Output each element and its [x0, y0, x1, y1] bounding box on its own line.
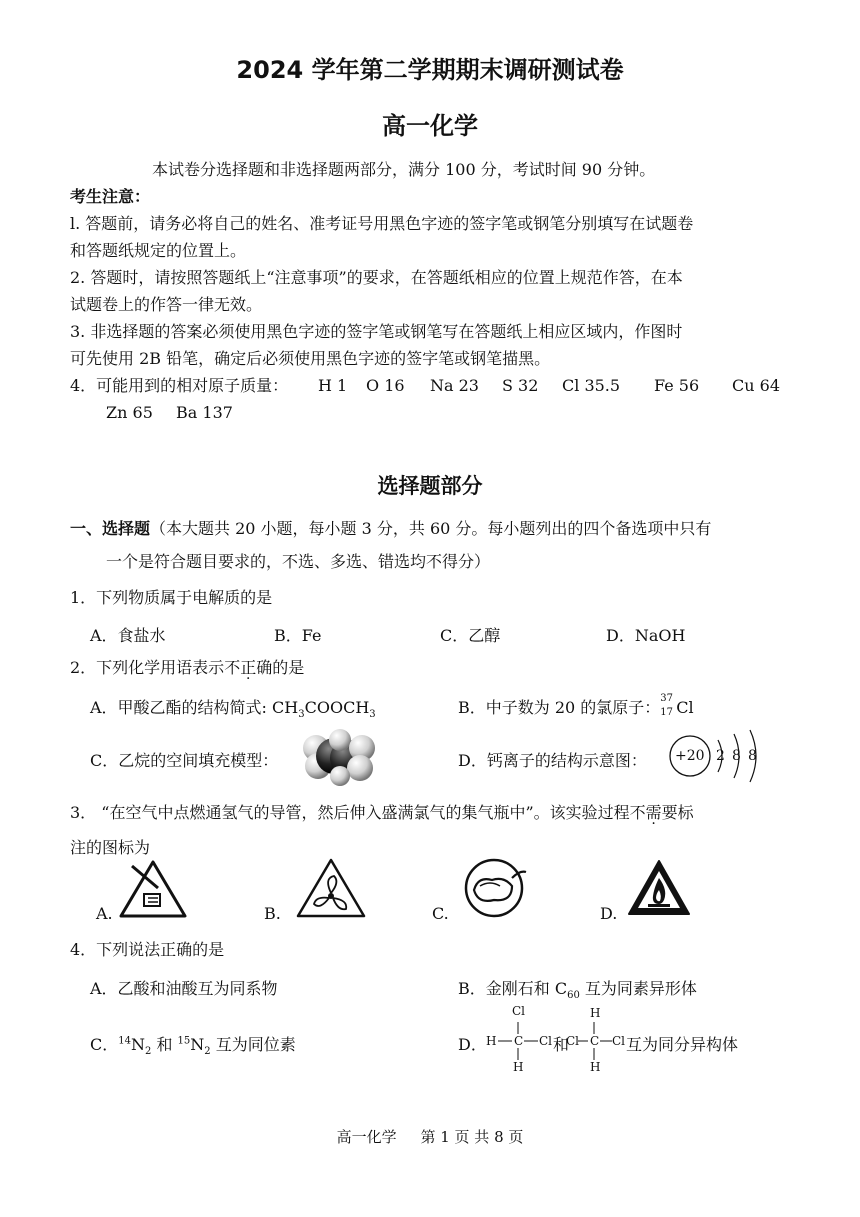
atom-label: Cl	[512, 1004, 526, 1018]
q1-option-b: B．Fe	[274, 626, 322, 645]
q2-a-text: A．甲酸乙酯的结构简式: CH	[90, 698, 299, 717]
atom-label: H	[513, 1060, 524, 1074]
q4-option-d-label: D．	[458, 1035, 487, 1054]
calcium-nucleus-charge: +20	[675, 748, 705, 764]
notice-line: 试题卷上的作答一律无效。	[70, 295, 263, 314]
q3-stem-pre: 3． “在空气中点燃通氢气的导管，然后伸入盛满氯气的集气瓶中”。该实验过程	[70, 803, 630, 822]
q4-stem: 4．下列说法正确的是	[70, 940, 225, 959]
q3-stem-emphasis: 不需要	[629, 803, 678, 822]
masses-label: 4．可能用到的相对原子质量：	[70, 376, 289, 395]
q4-c-pre: C．	[90, 1035, 119, 1054]
q2-option-a	[90, 695, 376, 720]
mass-item: Cu 64	[732, 376, 780, 395]
q2-stem	[70, 658, 304, 678]
atom-label: C	[590, 1034, 600, 1048]
section-title: 选择题部分	[377, 474, 483, 498]
atom-label: Cl	[566, 1034, 580, 1048]
notice-line: 和答题纸规定的位置上。	[70, 241, 247, 260]
q4-c-element: N	[190, 1035, 205, 1054]
q4-b-pre: B．金刚石和 C	[458, 979, 568, 998]
notice-line: 2. 答题时，请按照答题纸上“注意事项”的要求，在答题纸相应的位置上规范作答，在本	[70, 268, 683, 287]
q3-option-b: B.	[264, 904, 281, 923]
mass-item: H 1	[318, 376, 348, 395]
mass-item: Ba 137	[176, 403, 233, 422]
q1-option-d: D．NaOH	[606, 626, 686, 645]
atom-label: C	[514, 1034, 524, 1048]
hand-washing-icon	[118, 858, 188, 920]
q4-b-sub: 60	[567, 990, 580, 1002]
q4-option-b	[458, 976, 697, 1001]
q2-stem-emphasis: 不正确	[224, 658, 273, 677]
part-description-cont: 一个是符合题目要求的，不选、多选、错选均不得分）	[106, 552, 491, 571]
open-flame-icon	[626, 858, 692, 918]
electron-shell: 2	[716, 748, 725, 764]
mass-item: S 32	[502, 376, 539, 395]
q4-c-sub: 2	[204, 1046, 211, 1058]
mass-item: Zn 65	[106, 403, 153, 422]
q3-stem	[70, 803, 694, 823]
q4-c-element: N	[130, 1035, 145, 1054]
part-heading-line	[70, 519, 711, 539]
exam-intro: 本试卷分选择题和非选择题两部分，满分 100 分，考试时间 90 分钟。	[152, 160, 656, 179]
atom-label: H	[486, 1034, 497, 1048]
q1-option-c: C．乙醇	[440, 626, 501, 645]
electron-shell: 8	[732, 748, 741, 764]
q2-b-text: B．中子数为 20 的氯原子：	[458, 698, 661, 717]
q4-d-post: 互为同分异构体	[626, 1035, 739, 1054]
q1-stem: 1．下列物质属于电解质的是	[70, 588, 273, 607]
q2-b-element: Cl	[676, 698, 694, 717]
q3-option-a: A.	[96, 904, 113, 923]
part-heading: 一、选择题	[70, 519, 151, 538]
q2-option-d: D．钙离子的结构示意图：	[458, 751, 647, 770]
exam-title: 2024 学年第二学期期末调研测试卷	[236, 56, 624, 84]
q4-option-a: A．乙酸和油酸互为同系物	[90, 979, 278, 998]
q4-option-c	[90, 1032, 296, 1057]
mass-item: Na 23	[430, 376, 479, 395]
exam-subject: 高一化学	[382, 112, 478, 140]
q4-c-and: 和	[151, 1035, 178, 1054]
atom-label: Cl	[539, 1034, 553, 1048]
q3-option-d: D.	[600, 904, 618, 923]
page-footer: 高一化学 第 1 页 共 8 页	[336, 1128, 524, 1146]
q3-stem-cont: 注的图标为	[70, 838, 151, 857]
q1-option-a: A．食盐水	[90, 626, 166, 645]
notice-line: 可先使用 2B 铅笔，确定后必须使用黑色字迹的签字笔或钢笔描黑。	[70, 349, 551, 368]
notice-heading: 考生注意：	[70, 187, 151, 206]
q4-c-mass: 14	[118, 1035, 131, 1047]
q4-c-post: 互为同位素	[210, 1035, 296, 1054]
q2-a-mid: COOCH	[304, 698, 370, 717]
notice-line: l. 答题前，请务必将自己的姓名、准考证号用黑色字迹的签字笔或钢笔分别填写在试题卷	[70, 214, 694, 233]
q2-stem-pre: 2．下列化学用语表示	[70, 658, 225, 677]
hot-burn-icon	[460, 856, 532, 920]
exhaust-fan-icon	[294, 856, 368, 920]
q2-a-sub: 3	[298, 709, 305, 721]
q4-c-sub: 2	[144, 1046, 152, 1058]
q3-stem-post: 标	[677, 803, 694, 822]
mass-item: Cl 35.5	[562, 376, 621, 395]
part-description: （本大题共 20 小题，每小题 3 分，共 60 分。每小题列出的四个备选项中只有	[150, 519, 712, 538]
atom-label: H	[590, 1006, 601, 1020]
q4-c-mass: 15	[177, 1035, 191, 1047]
q3-option-c: C.	[432, 904, 449, 923]
atom-label: H	[590, 1060, 601, 1074]
q2-option-c: C．乙烷的空间填充模型：	[90, 751, 279, 770]
q2-a-sub: 3	[369, 709, 376, 721]
q4-d-and: 和	[553, 1035, 570, 1054]
notice-line: 3. 非选择题的答案必须使用黑色字迹的签字笔或钢笔写在答题纸上相应区域内，作图时	[70, 322, 683, 341]
ethane-space-filling-model	[300, 728, 380, 786]
q2-stem-post: 的是	[272, 658, 305, 677]
mass-item: O 16	[366, 376, 405, 395]
mass-item: Fe 56	[654, 376, 700, 395]
q2-b-atomic-number: 17	[660, 706, 674, 718]
q2-b-mass-number: 37	[660, 692, 674, 704]
q2-option-b	[458, 692, 694, 719]
electron-shell: 8	[748, 748, 757, 764]
q4-b-post: 互为同素异形体	[579, 979, 697, 998]
atom-label: Cl	[612, 1034, 626, 1048]
